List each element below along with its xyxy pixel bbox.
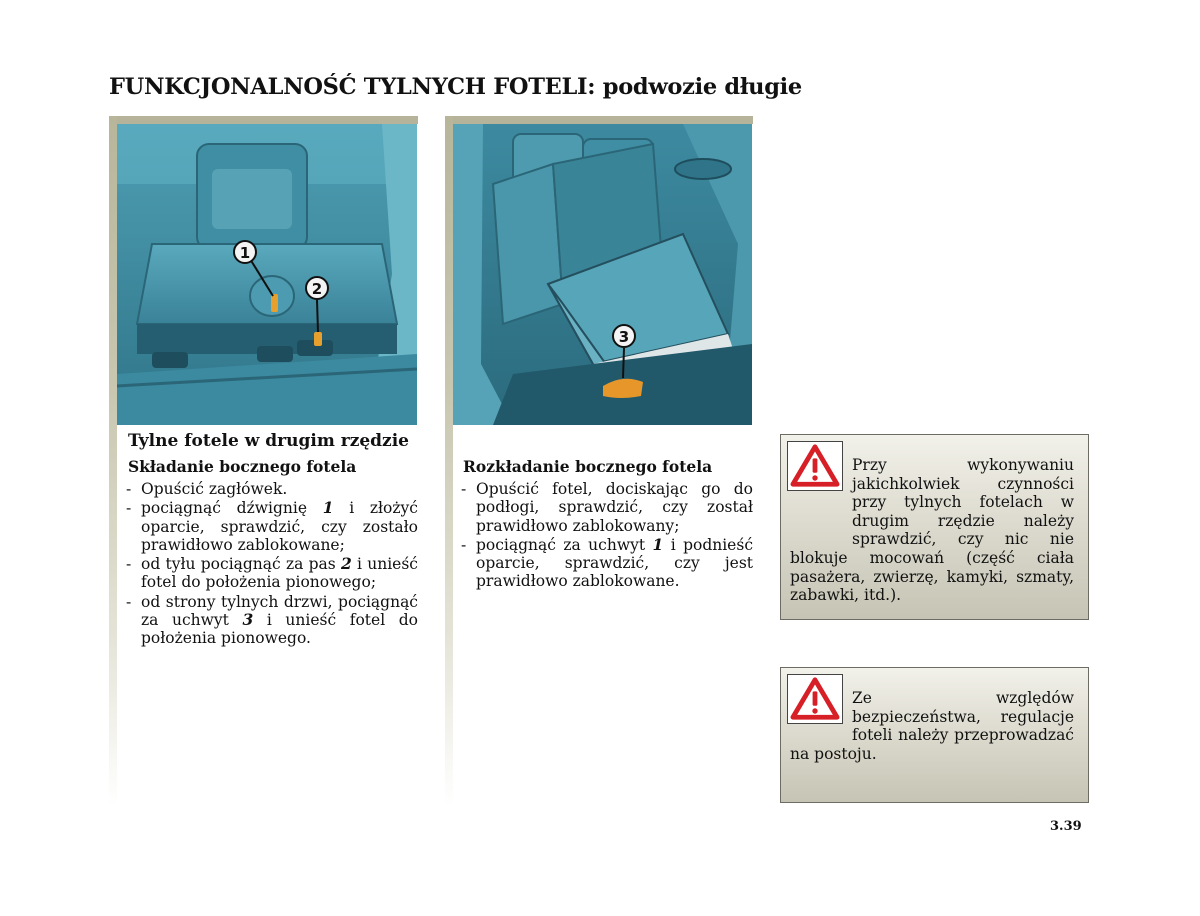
warning-triangle-icon	[788, 442, 842, 490]
warning-icon-frame-2	[787, 674, 843, 724]
folding-step-1: - Opuścić zagłówek.	[126, 480, 288, 498]
folding-steps	[126, 480, 418, 649]
warning-icon-frame	[787, 441, 843, 491]
page-title: FUNKCJONALNOŚĆ TYLNYCH FOTELI: podwozie długie	[109, 74, 802, 100]
warning-box-obstruction	[780, 434, 1089, 620]
unfolding-step-1: - Opuścić fotel, dociskając go do podłogi, sprawdzić, czy został prawidłowo zablokowany;	[461, 480, 753, 535]
side-seat-photo	[453, 124, 752, 425]
middle-column-cap	[445, 116, 753, 124]
warning-text-stationary: Ze względów bezpieczeństwa, regulacje foteli należy przeprowadzać na postoju.	[790, 689, 1074, 763]
folding-step-3: - od tyłu pociągnąć za pas 2 i unieść fotel do położenia pionowego;	[126, 554, 418, 592]
page-number: 3.39	[1050, 819, 1082, 834]
folded-seat-photo	[117, 124, 417, 425]
subheading-folding: Składanie bocznego fotela	[128, 457, 357, 476]
marker-1-label: 1	[239, 244, 251, 262]
folded-seat-illustration	[117, 124, 417, 425]
left-column-strip	[109, 116, 117, 806]
marker-2-label: 2	[311, 280, 323, 298]
folding-step-4: - od strony tylnych drzwi, pociągnąć za uchwyt 3 i unieść fotel do położenia pionowego.	[126, 592, 418, 648]
subheading-unfolding: Rozkładanie bocznego fotela	[463, 457, 713, 476]
side-seat-illustration	[453, 124, 752, 425]
section-heading-second-row: Tylne fotele w drugim rzędzie	[128, 431, 409, 451]
folding-step-2: - pociągnąć dźwignię 1 i złożyć oparcie, sprawdzić, czy zostało prawidłowo zablokowane;	[126, 498, 418, 554]
unfolding-step-2: - pociągnąć za uchwyt 1 i podnieść oparcie, sprawdzić, czy jest prawidłowo zablokowane.	[461, 534, 753, 591]
warning-triangle-icon	[788, 675, 842, 723]
marker-3-label: 3	[618, 328, 630, 346]
warning-box-stationary	[780, 667, 1089, 803]
middle-column-strip	[445, 116, 453, 806]
strap-handle	[314, 332, 322, 346]
warning-text-obstruction: Przy wykonywaniu jakichkolwiek czynności przy tylnych fotelach w drugim rzędzie należy sprawdzić, czy nic nie blokuje mocowań (część ciała pasażera, zwierzę, kamyki, szmaty, zabawki, itd.).	[790, 456, 1074, 605]
unfolding-steps	[461, 480, 753, 592]
left-column-cap	[109, 116, 418, 124]
lever-handle	[271, 294, 278, 312]
